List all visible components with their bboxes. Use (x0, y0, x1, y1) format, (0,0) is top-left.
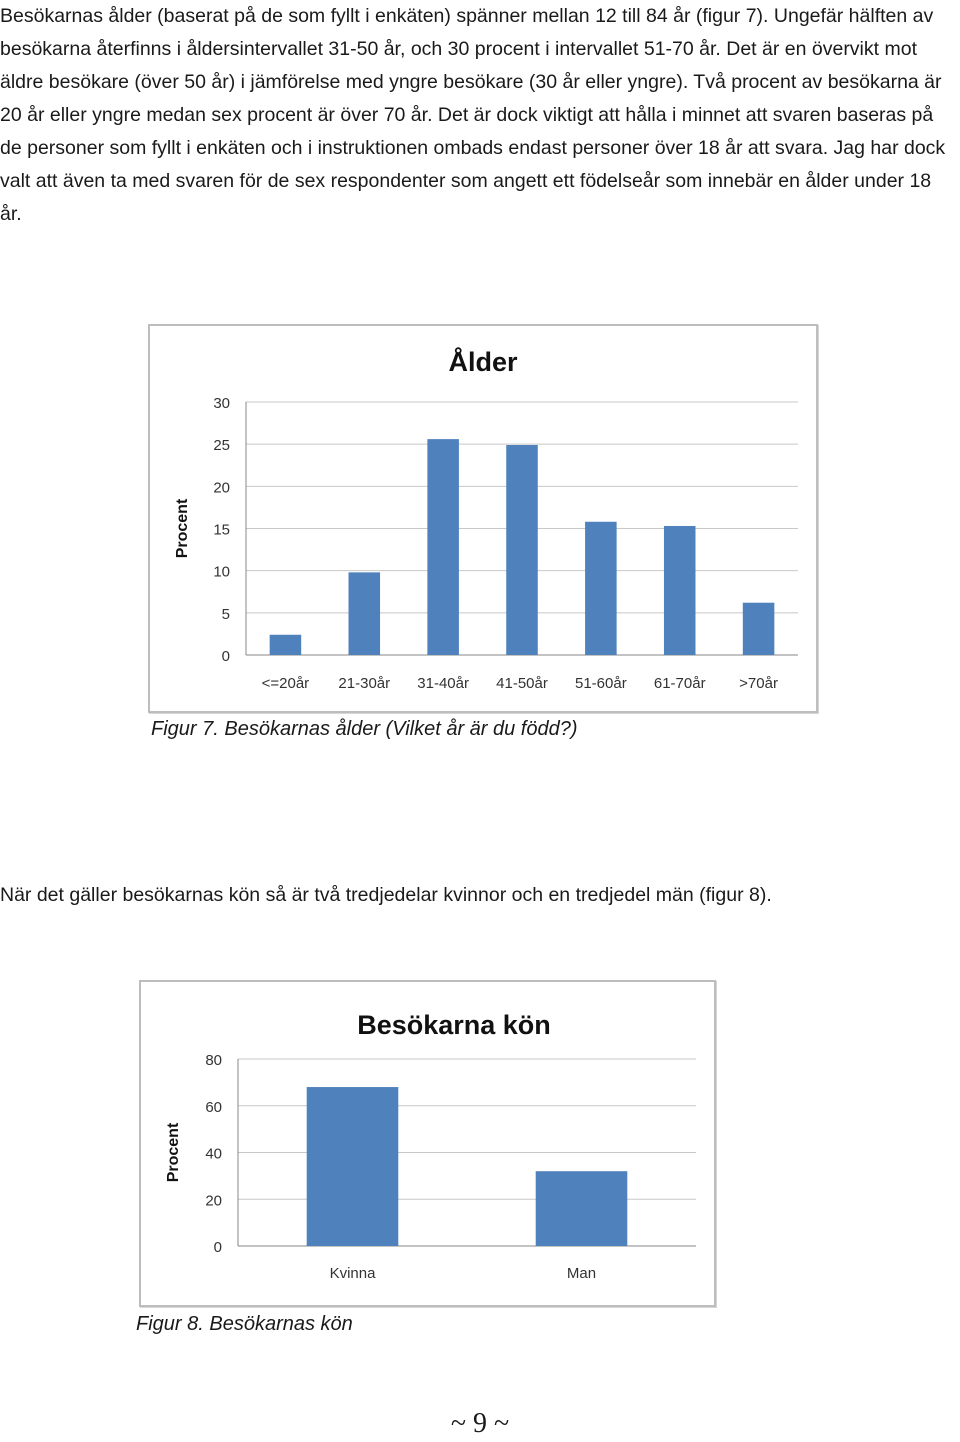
y-tick-label: 0 (213, 1239, 222, 1256)
paragraph-gender: När det gäller besökarnas kön så är två tredjedelar kvinnor och en tredjedel män (figur 8). (0, 884, 772, 906)
y-tick-label: 25 (213, 437, 230, 455)
bar (349, 572, 381, 655)
bar (427, 439, 459, 655)
bar (585, 522, 617, 655)
page-number: ~ 9 ~ (450, 1408, 510, 1439)
bar (270, 635, 302, 655)
y-tick-label: 20 (205, 1192, 222, 1210)
bar (743, 603, 775, 655)
y-axis-label: Procent (165, 1122, 182, 1183)
bar (536, 1171, 628, 1246)
chart-title: Ålder (448, 347, 518, 377)
x-category-label: 51-60år (575, 675, 627, 692)
bar (506, 445, 538, 655)
age-chart-svg (150, 326, 816, 711)
y-tick-label: 5 (221, 605, 230, 623)
y-tick-label: 15 (213, 521, 230, 539)
age-chart (148, 324, 818, 713)
x-category-label: 41-50år (496, 675, 548, 692)
y-tick-label: 60 (205, 1098, 222, 1116)
y-tick-label: 80 (205, 1052, 222, 1069)
x-category-label: >70år (739, 675, 778, 692)
gender-chart (139, 980, 716, 1307)
y-tick-label: 10 (213, 563, 230, 581)
x-category-label: <=20år (261, 675, 310, 692)
bar (307, 1087, 399, 1246)
figure-7-caption: Figur 7. Besökarnas ålder (Vilket år är du född?) (151, 718, 578, 740)
y-tick-label: 0 (221, 648, 230, 665)
gender-chart-svg (141, 982, 714, 1305)
y-tick-label: 20 (213, 479, 230, 497)
x-category-label: 31-40år (417, 675, 469, 692)
x-category-label: 61-70år (653, 675, 706, 692)
y-tick-label: 30 (213, 395, 230, 412)
x-category-label: 21-30år (338, 675, 391, 692)
y-axis-label: Procent (174, 498, 191, 559)
paragraph-age: Besökarnas ålder (baserat på de som fyllt i enkäten) spänner mellan 12 till 84 år (figur 7). Ungefär hälften av besökarna återfinns i åldersintervallet 31-50 år, och 30 procent i intervallet 51-70 år. Det är en övervikt mot äldre besökare (över 50 år) i jämförelse med yngre besökare (30 år eller yngre). Två procent av besökarna är 20 år eller yngre medan sex procent är över 70 år. Det är dock viktigt att hålla i minnet att svaren baseras på de personer som fyllt i enkäten och i instruktionen ombads endast personer över 18 år att svara. Jag har dock valt att även ta med svaren för de sex respondenter som angett ett födelseår som innebär en ålder under 18 år. (0, 5, 946, 225)
x-category-label: Man (566, 1265, 597, 1282)
chart-title: Besökarna kön (357, 1010, 551, 1040)
figure-8-caption: Figur 8. Besökarnas kön (136, 1313, 353, 1335)
x-category-label: Kvinna (329, 1265, 376, 1282)
bar (664, 526, 696, 655)
y-tick-label: 40 (205, 1145, 222, 1163)
